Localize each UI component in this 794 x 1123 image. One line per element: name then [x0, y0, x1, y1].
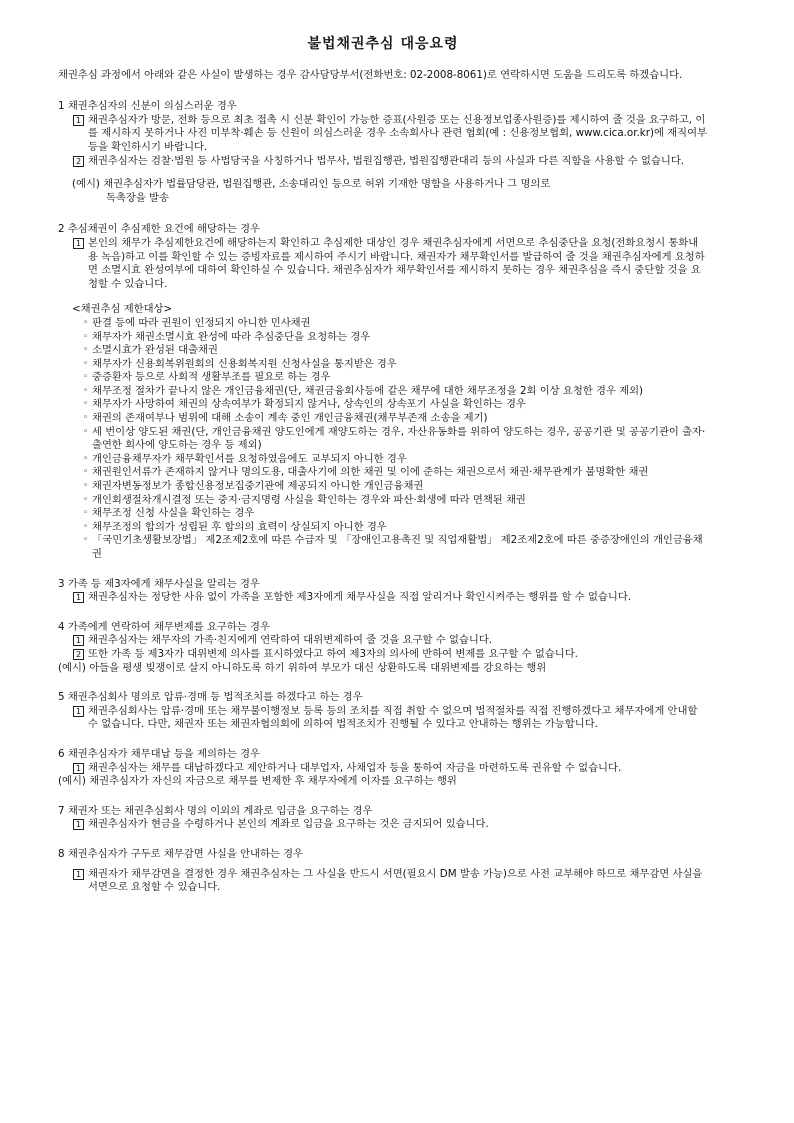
restriction-text: 채무조정 절차가 끝나지 않은 개인금융채권(단, 채권금융회사등에 같은 채무에 대한 채무조정을 2회 이상 요청한 경우 제외)	[92, 384, 644, 397]
bullet-icon: ◦	[83, 467, 89, 478]
restriction-text: 채무조정 신청 사실을 확인하는 경우	[92, 507, 255, 520]
bullet-icon: ◦	[83, 413, 89, 424]
restriction-item	[58, 507, 708, 521]
item-number-box: 2	[73, 156, 84, 167]
item-number-box: 1	[73, 592, 84, 603]
document	[58, 38, 708, 908]
list-item	[58, 114, 708, 155]
section-4	[58, 621, 708, 675]
bullet-icon: ◦	[83, 331, 89, 342]
restriction-text: 개인회생절차개시결정 또는 중지·금지명령 사실을 확인하는 경우와 파산·회생에 따라 면책된 채권	[92, 493, 526, 506]
item-number-box: 1	[73, 635, 84, 646]
restriction-item	[58, 344, 708, 358]
restriction-text: 채권원인서류가 존재하지 않거나 명의도용, 대출사기에 의한 채권 및 이에 준하는 채권으로서 채권·채무관계가 불명확한 채권	[92, 466, 649, 479]
section-heading: 1 채권추심자의 신분이 의심스러운 경우	[58, 100, 237, 113]
list-item	[58, 762, 708, 776]
item-number-box: 1	[73, 238, 84, 249]
item-text: 채권추심회사는 압류·경매 또는 채무불이행정보 등록 등의 조치를 직접 취할 수 없으며 법적절차를 직접 진행하겠다고 채무자에게 안내할 수 없습니다. 다만, 채권자 또는 채권자협의회에 의하여 법적조치가 진행될 수 있다고 안내하는 행위는 가능합니다.	[88, 704, 698, 731]
section-heading: 6 채권추심자가 채무대납 등을 제의하는 경우	[58, 747, 260, 760]
item-number-box: 1	[73, 706, 84, 717]
list-item	[58, 868, 708, 895]
section-heading: 8 채권추심자가 구두로 채무감면 사실을 안내하는 경우	[58, 847, 304, 860]
restriction-text: 판결 등에 따라 권원이 인정되지 아니한 민사채권	[92, 316, 311, 329]
item-text: 본인의 채무가 추심제한요건에 해당하는지 확인하고 추심제한 대상인 경우 채권추심자에게 서면으로 추심중단을 요청(전화요청시 통화내용 녹음)하고 이를 확인할 수 있는 증빙자료를 제시하여 주시기 바랍니다. 채권자가 채무확인서를 발급하여 줄 것을 채권추심자에게 요청하면 소멸시효 완성여부에 대하여 확인하실 수 있습니다. 채권추심자가 채무확인서를 제시하지 못하는 경우 채권추심을 즉시 중단할 것을 요청할 수 있습니다.	[88, 236, 705, 290]
restriction-text: 채권자변동정보가 종합신용정보집중기관에 제공되지 아니한 개인금융채권	[92, 480, 424, 493]
restriction-item	[58, 426, 708, 453]
restriction-item	[58, 331, 708, 345]
item-number-box: 1	[73, 819, 84, 830]
item-number-box: 2	[73, 649, 84, 660]
bullet-icon: ◦	[83, 372, 89, 383]
section-heading: 2 추심채권이 추심제한 요건에 해당하는 경우	[58, 223, 260, 236]
restriction-item	[58, 480, 708, 494]
section-5	[58, 691, 708, 732]
bullet-icon: ◦	[83, 453, 89, 464]
restriction-item	[58, 398, 708, 412]
bullet-icon: ◦	[83, 494, 89, 505]
restriction-text: 세 번이상 양도된 채권(단, 개인금융채권 양도인에게 재양도하는 경우, 자산유동화를 위하여 양도하는 경우, 공공기관 및 공공기관이 출자·출연한 회사에 양도하는 경우 등 제외)	[92, 425, 706, 452]
bullet-icon: ◦	[83, 535, 89, 546]
bullet-icon: ◦	[83, 358, 89, 369]
bullet-icon: ◦	[83, 481, 89, 492]
bullet-icon: ◦	[83, 345, 89, 356]
example-text: (예시) 채권추심자가 법률담당관, 법원집행관, 소송대리인 등으로 허위 기재한 명함을 사용하거나 그 명의로	[72, 178, 551, 191]
item-text: 채권추심자가 방문, 전화 등으로 최초 접촉 시 신분 확인이 가능한 증표(사원증 또는 신용정보업종사원증)를 제시하여 줄 것을 요구하고, 이를 제시하지 못하거나 사진 미부착·훼손 등 신원이 의심스러운 경우 소속회사나 관련 협회(예 : 신용정보협회, www.cica.or.kr)에 재직여부 등을 확인하시기 바랍니다.	[88, 113, 708, 153]
restriction-list	[58, 317, 708, 562]
restriction-text: 채무자가 신용회복위원회의 신용회복지원 신청사실을 통지받은 경우	[92, 357, 397, 370]
restriction-list-title: <채권추심 제한대상>	[72, 303, 173, 316]
bullet-icon: ◦	[83, 426, 89, 437]
restriction-item	[58, 317, 708, 331]
restriction-item	[58, 358, 708, 372]
list-item	[58, 818, 708, 832]
bullet-icon: ◦	[83, 521, 89, 532]
item-text: 채권추심자는 채무자의 가족·친지에게 연락하여 대위변제하여 줄 것을 요구할 수 없습니다.	[88, 634, 493, 647]
list-item	[58, 155, 708, 169]
example-note	[58, 178, 708, 205]
restriction-item	[58, 412, 708, 426]
restriction-text: 채무자가 사망하여 채권의 상속여부가 확정되지 않거나, 상속인의 상속포기 사실을 확인하는 경우	[92, 398, 526, 411]
item-text: 채권추심자는 검찰·법원 등 사법당국을 사칭하거나 법무사, 법원집행관, 법원집행관대리 등의 사실과 다른 직함을 사용할 수 없습니다.	[88, 154, 685, 167]
section-1	[58, 100, 708, 205]
restriction-item	[58, 494, 708, 508]
example-note: (예시) 아들을 평생 빚쟁이로 살지 아니하도록 하기 위하여 부모가 대신 상환하도록 대위변제를 강요하는 행위	[58, 661, 547, 674]
restriction-text: 채무자가 채권소멸시효 완성에 따라 추심중단을 요청하는 경우	[92, 330, 371, 343]
restriction-text: 소멸시효가 완성된 대출채권	[92, 344, 218, 357]
intro-paragraph: 채권추심 과정에서 아래와 같은 사실이 발생하는 경우 감사담당부서(전화번호: 02-2008-8061)로 연락하시면 도움을 드리도록 하겠습니다.	[58, 68, 683, 81]
restriction-item	[58, 534, 708, 561]
restriction-text: 개인금융채무자가 채무확인서를 요청하였음에도 교부되지 아니한 경우	[92, 452, 407, 465]
section-6	[58, 748, 708, 789]
example-note: (예시) 채권추심자가 자신의 자금으로 채무를 변제한 후 채무자에게 이자를 요구하는 행위	[58, 775, 457, 788]
bullet-icon: ◦	[83, 508, 89, 519]
list-item	[58, 237, 708, 291]
section-heading: 5 채권추심회사 명의로 압류·경매 등 법적조치를 하겠다고 하는 경우	[58, 691, 363, 704]
restriction-text: 「국민기초생활보장법」 제2조제2호에 따른 수급자 및 「장애인고용촉진 및 직업재활법」 제2조제2호에 따른 중증장애인의 개인금융채권	[92, 534, 703, 560]
item-text: 채권추심자가 현금을 수령하거나 본인의 계좌로 입금을 요구하는 것은 금지되어 있습니다.	[88, 818, 489, 831]
restriction-text: 채권의 존재여부나 범위에 대해 소송이 계속 중인 개인금융채권(채무부존재 소송을 제기)	[92, 412, 488, 425]
section-heading: 3 가족 등 제3자에게 채무사실을 알리는 경우	[58, 577, 260, 590]
item-number-box: 1	[73, 115, 84, 126]
list-item	[58, 648, 708, 662]
item-text: 또한 가족 등 제3자가 대위변제 의사를 표시하였다고 하여 제3자의 의사에 반하여 변제를 요구할 수 없습니다.	[88, 647, 578, 660]
document-title: 불법채권추심 대응요령	[307, 36, 459, 52]
section-3	[58, 578, 708, 605]
restriction-item	[58, 371, 708, 385]
bullet-icon: ◦	[83, 399, 89, 410]
item-text: 채권자가 채무감면을 결정한 경우 채권추심자는 그 사실을 반드시 서면(필요시 DM 발송 가능)으로 사전 교부해야 하므로 채무감면 사실을 서면으로 요청할 수 있습니다.	[88, 867, 703, 894]
item-number-box: 1	[73, 869, 84, 880]
example-continuation: 독촉장을 발송	[106, 191, 169, 204]
restriction-item	[58, 453, 708, 467]
restriction-item	[58, 385, 708, 399]
section-7	[58, 805, 708, 832]
restriction-text: 채무조정의 합의가 성립된 후 합의의 효력이 상실되지 아니한 경우	[92, 520, 387, 533]
bullet-icon: ◦	[83, 385, 89, 396]
section-2	[58, 223, 708, 561]
restriction-text: 중증환자 등으로 사회적 생활부조를 필요로 하는 경우	[92, 371, 331, 384]
list-item	[58, 634, 708, 648]
item-number-box: 1	[73, 763, 84, 774]
section-8	[58, 848, 708, 895]
restriction-item	[58, 521, 708, 535]
section-heading: 4 가족에게 연락하여 채무변제를 요구하는 경우	[58, 620, 270, 633]
list-item	[58, 705, 708, 732]
restriction-item	[58, 466, 708, 480]
list-item	[58, 591, 708, 605]
section-heading: 7 채권자 또는 채권추심회사 명의 이외의 계좌로 입금을 요구하는 경우	[58, 804, 373, 817]
bullet-icon: ◦	[83, 317, 89, 328]
item-text: 채권추심자는 정당한 사유 없이 가족을 포함한 제3자에게 채무사실을 직접 알리거나 확인시켜주는 행위를 할 수 없습니다.	[88, 591, 632, 604]
item-text: 채권추심자는 채무를 대납하겠다고 제안하거나 대부업자, 사채업자 등을 통하여 자금을 마련하도록 권유할 수 없습니다.	[88, 761, 622, 774]
